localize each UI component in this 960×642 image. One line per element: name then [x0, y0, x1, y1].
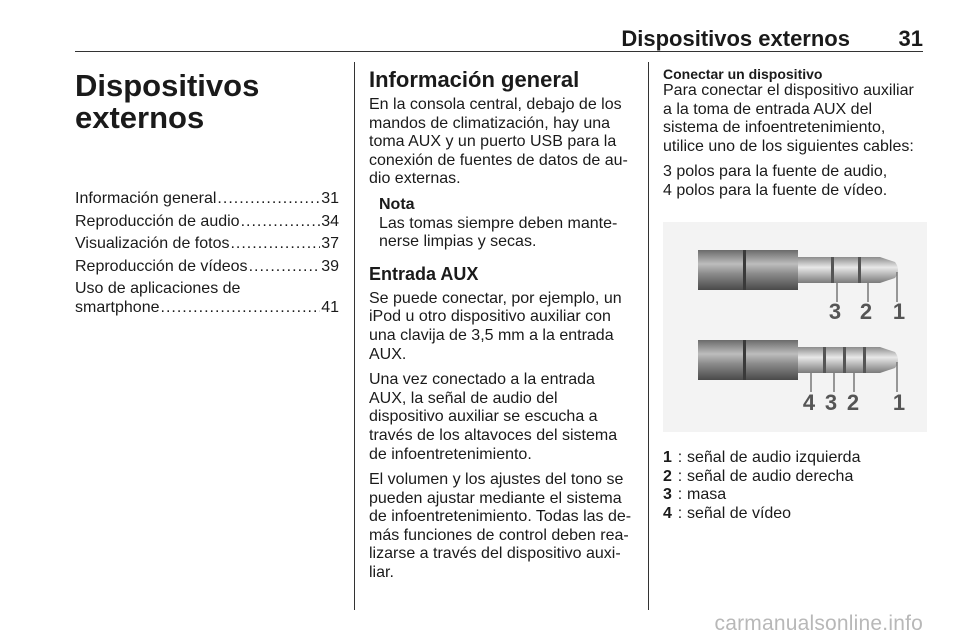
toc-leader: [230, 235, 320, 254]
plug-pin: [798, 257, 880, 283]
general-intro: En la consola central, debajo de los mandos de climatización, hay una toma AUX y un puerto USB para la conexión de fuentes de datos de audio externas.: [369, 96, 628, 188]
legend-number: 3: [663, 486, 672, 504]
bottom-label-4: 4: [802, 389, 816, 415]
connect-line-video: 4 polos para la fuente de vídeo.: [663, 181, 888, 199]
pin-ring: [831, 257, 834, 283]
legend-item: [663, 468, 927, 487]
figure-legend: [663, 449, 927, 523]
legend-separator: :: [677, 486, 683, 504]
chapter-title-line2: externos: [75, 100, 205, 135]
note-title: Nota: [379, 195, 415, 213]
bottom-label-2: 2: [846, 389, 860, 415]
toc-label-cont: smartphone: [75, 298, 160, 316]
toc-page: 41: [321, 298, 339, 316]
page-number: 31: [898, 26, 923, 51]
pin-ring: [863, 347, 866, 373]
aux-paragraph-3: El volumen y los ajustes del tono se pueden ajustar mediante el sistema de infoentretenimiento. Todas las demás funciones de control deben realizarse a través del dispositivo auxiliar.: [369, 471, 632, 582]
top-label-3: 3: [828, 298, 842, 324]
connect-line-audio: 3 polos para la fuente de audio,: [663, 163, 888, 181]
legend-separator: :: [677, 504, 683, 522]
note-text: Las tomas siempre deben mantenerse limpias y secas.: [379, 214, 618, 251]
toc-entry-general[interactable]: [75, 190, 339, 209]
bottom-label-1: 1: [892, 389, 906, 415]
connect-paragraph-2: [663, 163, 927, 200]
header-rule: [75, 51, 923, 52]
toc-leader: [217, 190, 320, 209]
pin-ring: [843, 347, 846, 373]
plug-ridge: [743, 340, 746, 380]
column-general: [369, 62, 633, 590]
plug-ridge: [743, 250, 746, 290]
legend-text: masa: [687, 486, 727, 504]
legend-item: [663, 449, 927, 468]
legend-text: señal de vídeo: [687, 504, 792, 522]
jack-plug-figure: [663, 222, 927, 432]
watermark: carmanualsonline.info: [714, 612, 923, 635]
legend-text: señal de audio izquierda: [687, 449, 861, 467]
column-divider-2: [648, 62, 649, 610]
toc-label: Reproducción de vídeos: [75, 257, 248, 275]
bottom-label-3: 3: [824, 389, 838, 415]
legend-item: [663, 486, 927, 505]
plug-body: [698, 340, 798, 380]
column-connect: [663, 62, 927, 524]
legend-item: [663, 505, 927, 524]
legend-number: 1: [663, 449, 672, 467]
toc-label: Información general: [75, 190, 217, 207]
toc-label: Visualización de fotos: [75, 235, 230, 253]
aux-paragraph-2: Una vez conectado a la entrada AUX, la señal de audio del dispositivo auxiliar se escucha a través de los altavoces del sistema de infoentretenimiento.: [369, 371, 618, 463]
plug-pin: [798, 347, 880, 373]
toc-leader: [161, 299, 321, 318]
toc-label: Reproducción de audio: [75, 212, 240, 230]
toc-leader: [241, 213, 321, 232]
top-label-2: 2: [859, 298, 873, 324]
toc-entry-videos[interactable]: [75, 258, 339, 277]
subheading-connect: Conectar un dispositivo: [663, 66, 823, 82]
legend-separator: :: [677, 467, 683, 485]
aux-paragraph-1: Se puede conectar, por ejemplo, un iPod u otro dispositivo auxiliar con una clavija de 3,5 mm a la entrada AUX.: [369, 289, 622, 363]
pin-ring: [858, 257, 861, 283]
toc-page: 31: [321, 190, 339, 207]
chapter-title: [75, 70, 339, 134]
toc-page: 39: [321, 257, 339, 275]
legend-separator: :: [677, 449, 683, 467]
connect-paragraph-1: Para conectar el dispositivo auxiliar a la toma de entrada AUX del sistema de infoentretenimiento, utilice uno de los siguientes cables:: [663, 82, 914, 155]
column-divider-1: [354, 62, 355, 610]
chapter-title-line1: Dispositivos: [75, 68, 260, 103]
pin-ring: [823, 347, 826, 373]
toc-leader: [249, 258, 321, 277]
legend-text: señal de audio derecha: [687, 467, 854, 485]
legend-number: 2: [663, 467, 672, 485]
toc-entry-audio[interactable]: [75, 213, 339, 232]
legend-number: 4: [663, 504, 672, 522]
section-heading-general: Información general: [369, 67, 580, 92]
note-box: [379, 196, 633, 252]
section-heading-aux: Entrada AUX: [369, 263, 479, 284]
toc-entry-smartphone[interactable]: [75, 280, 339, 317]
plug-body: [698, 250, 798, 290]
toc-page: 37: [321, 235, 339, 253]
toc-label: Uso de aplicaciones de: [75, 280, 241, 298]
toc-entry-photos[interactable]: [75, 235, 339, 254]
top-label-1: 1: [892, 298, 906, 324]
column-toc: [75, 62, 339, 322]
running-header-title: Dispositivos externos: [621, 26, 850, 51]
toc-page: 34: [321, 212, 339, 230]
